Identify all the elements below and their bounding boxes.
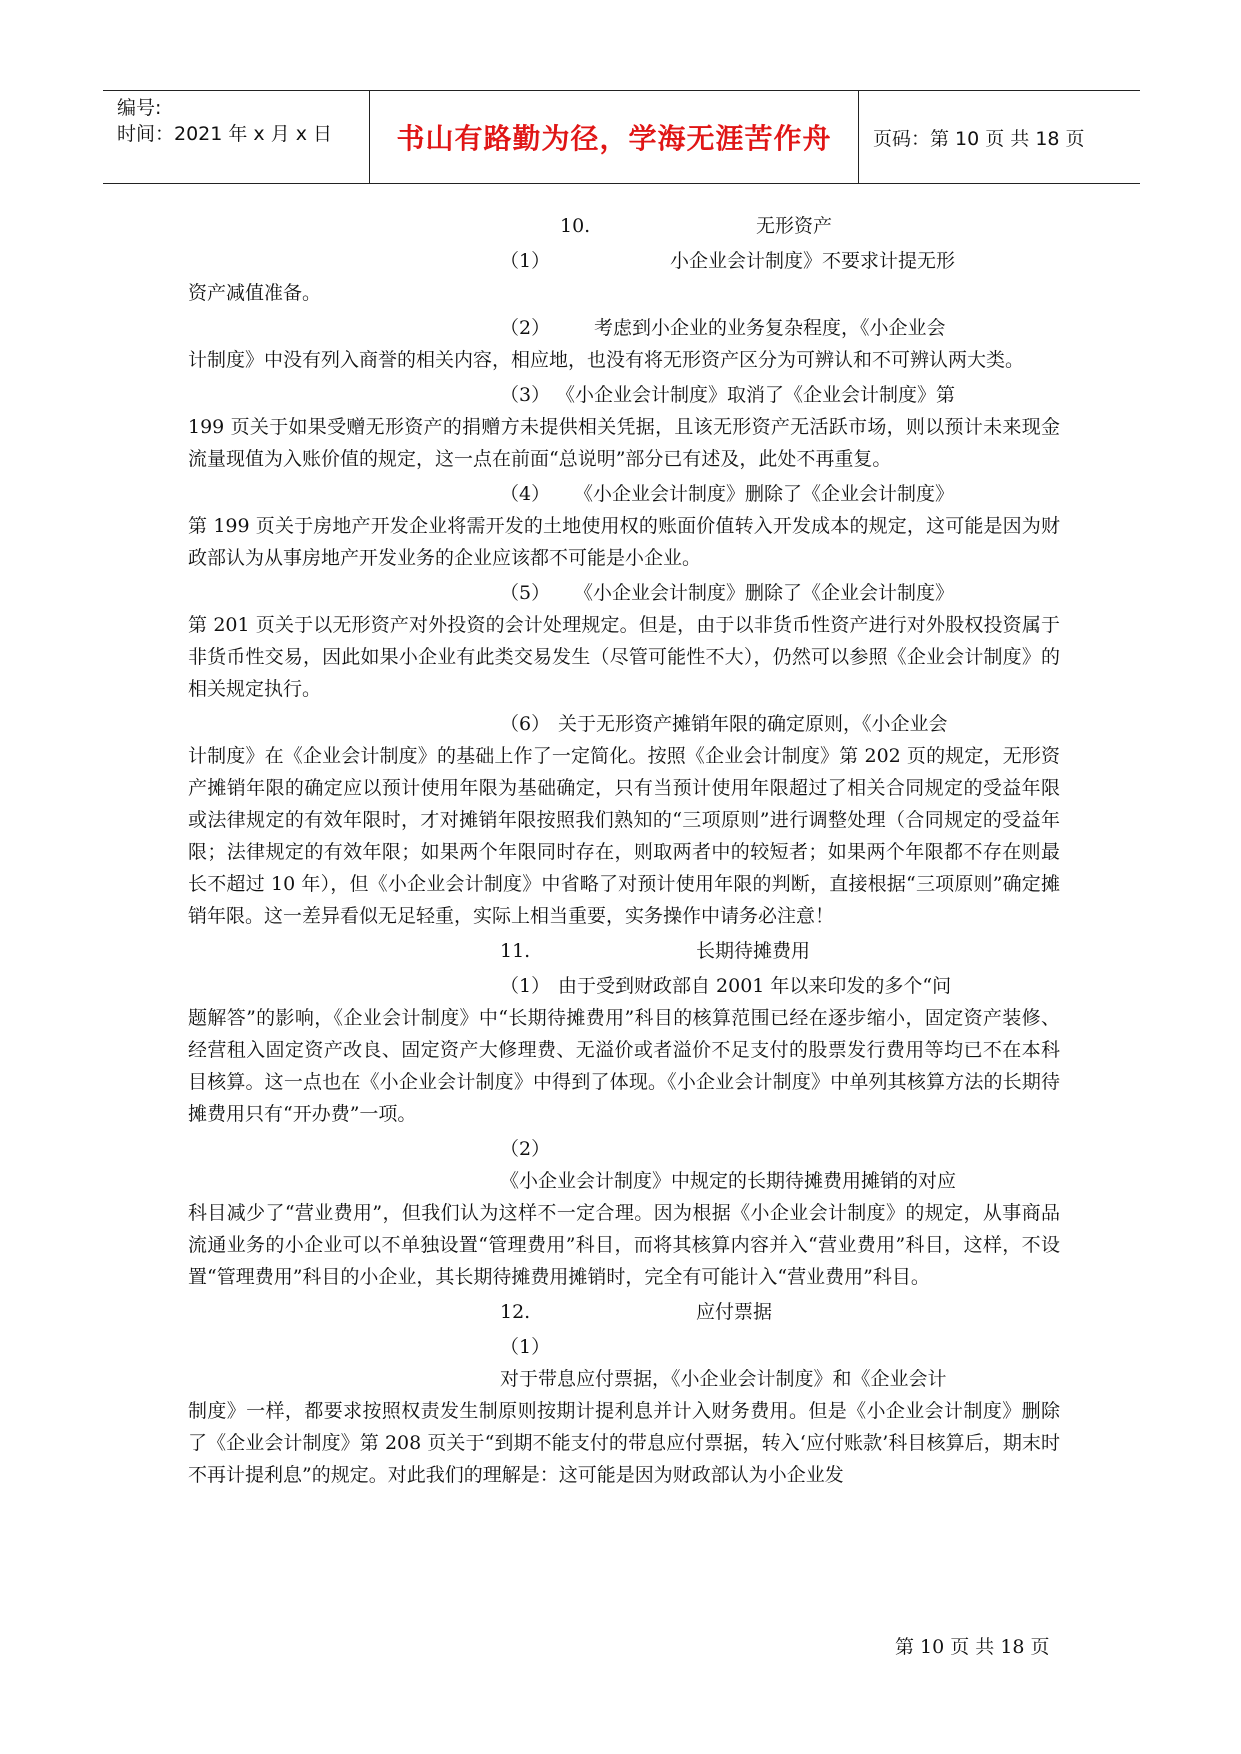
page-footer: 第 10 页 共 18 页 xyxy=(895,1636,1050,1658)
header-middle-cell xyxy=(370,91,859,183)
item-number: （1） xyxy=(500,1336,551,1358)
item-number: （3） xyxy=(500,384,551,406)
document-number-label: 编号: xyxy=(117,97,162,119)
item-lead: 《小企业会计制度》删除了《企业会计制度》 xyxy=(574,483,955,505)
item-number: （1） xyxy=(500,975,551,997)
paragraph xyxy=(188,1331,1060,1491)
item-text: 科目减少了“营业费用”，但我们认为这样不一定合理。因为根据《小企业会计制度》的规定，从事商品流通业务的小企业可以不单独设置“管理费用”科目，而将其核算内容并入“营业费用”科目，这样，不设置“管理费用”科目的小企业，其长期待摊费用摊销时，完全有可能计入“营业费用”科目。 xyxy=(188,1202,1060,1288)
item-number: （2） xyxy=(500,1138,551,1160)
header-motto: 书山有路勤为径，学海无涯苦作舟 xyxy=(396,122,832,155)
header-right-cell xyxy=(859,91,1140,183)
item-lead: 《小企业会计制度》中规定的长期待摊费用摊销的对应 xyxy=(500,1170,957,1192)
section-number: 12. xyxy=(500,1301,531,1323)
document-time-label: 时间：2021 年 x 月 x 日 xyxy=(117,123,333,145)
section-heading xyxy=(188,210,1060,242)
item-number: （2） xyxy=(500,317,551,339)
page-header xyxy=(103,90,1140,184)
item-number: （6） xyxy=(500,713,551,735)
item-lead: 关于无形资产摊销年限的确定原则，《小企业会 xyxy=(558,713,948,735)
item-text: 199 页关于如果受赠无形资产的捐赠方未提供相关凭据，且该无形资产无活跃市场，则以预计未来现金流量现值为入账价值的规定，这一点在前面“总说明”部分已有述及，此处不再重复。 xyxy=(188,416,1060,470)
item-text: 题解答”的影响，《企业会计制度》中“长期待摊费用”科目的核算范围已经在逐步缩小，固定资产装修、经营租入固定资产改良、固定资产大修理费、无溢价或者溢价不足支付的股票发行费用等均已不在本科目核算。这一点也在《小企业会计制度》中得到了体现。《小企业会计制度》中单列其核算方法的长期待摊费用只有“开办费”一项。 xyxy=(188,1007,1060,1125)
item-number: （5） xyxy=(500,582,551,604)
paragraph xyxy=(188,577,1060,705)
section-title: 应付票据 xyxy=(696,1301,773,1323)
item-text: 制度》一样，都要求按照权责发生制原则按期计提利息并计入财务费用。但是《小企业会计制度》删除了《企业会计制度》第 208 页关于“到期不能支付的带息应付票据，转入‘应付账款’科目核算后，期末时不再计提利息”的规定。对此我们的理解是：这可能是因为财政部认为小企业发 xyxy=(188,1400,1060,1486)
item-lead: 小企业会计制度》不要求计提无形 xyxy=(670,250,956,272)
header-left-cell xyxy=(103,91,370,183)
item-text: 第 201 页关于以无形资产对外投资的会计处理规定。但是，由于以非货币性资产进行对外股权投资属于非货币性交易，因此如果小企业有此类交易发生（尽管可能性不大），仍然可以参照《企业会计制度》的相关规定执行。 xyxy=(188,614,1060,700)
paragraph xyxy=(188,1133,1060,1293)
paragraph xyxy=(188,708,1060,932)
item-text: 计制度》在《企业会计制度》的基础上作了一定简化。按照《企业会计制度》第 202 页的规定，无形资产摊销年限的确定应以预计使用年限为基础确定，只有当预计使用年限超过了相关合同规定的受益年限或法律规定的有效年限时，才对摊销年限按照我们熟知的“三项原则”进行调整处理（合同规定的受益年限；法律规定的有效年限；如果两个年限同时存在，则取两者中的较短者；如果两个年限都不存在则最长不超过 10 年），但《小企业会计制度》中省略了对预计使用年限的判断，直接根据“三项原则”确定摊销年限。这一差异看似无足轻重，实际上相当重要，实务操作中请务必注意！ xyxy=(188,745,1060,927)
paragraph xyxy=(188,970,1060,1130)
section-number: 11. xyxy=(500,940,531,962)
header-page-label: 页码：第 10 页 共 18 页 xyxy=(873,128,1085,150)
paragraph xyxy=(188,478,1060,574)
item-text: 第 199 页关于房地产开发企业将需开发的土地使用权的账面价值转入开发成本的规定，这可能是因为财政部认为从事房地产开发业务的企业应该都不可能是小企业。 xyxy=(188,515,1060,569)
item-lead: 《小企业会计制度》取消了《企业会计制度》第 xyxy=(556,384,956,406)
section-number: 10. xyxy=(560,215,591,237)
item-number: （1） xyxy=(500,250,551,272)
item-text: 资产减值准备。 xyxy=(188,282,322,304)
paragraph xyxy=(188,312,1060,376)
paragraph xyxy=(188,379,1060,475)
section-heading xyxy=(188,1296,1060,1328)
item-lead: 对于带息应付票据，《小企业会计制度》和《企业会计 xyxy=(500,1368,947,1390)
item-lead: 《小企业会计制度》删除了《企业会计制度》 xyxy=(574,582,955,604)
paragraph xyxy=(188,245,1060,309)
item-number: （4） xyxy=(500,483,551,505)
item-text: 计制度》中没有列入商誉的相关内容，相应地，也没有将无形资产区分为可辨认和不可辨认两大类。 xyxy=(188,349,1025,371)
item-lead: 由于受到财政部自 2001 年以来印发的多个“问 xyxy=(558,975,952,997)
section-heading xyxy=(188,935,1060,967)
section-title: 长期待摊费用 xyxy=(696,940,811,962)
document-body xyxy=(188,210,1060,1494)
section-title: 无形资产 xyxy=(756,215,833,237)
item-lead: 考虑到小企业的业务复杂程度，《小企业会 xyxy=(594,317,946,339)
